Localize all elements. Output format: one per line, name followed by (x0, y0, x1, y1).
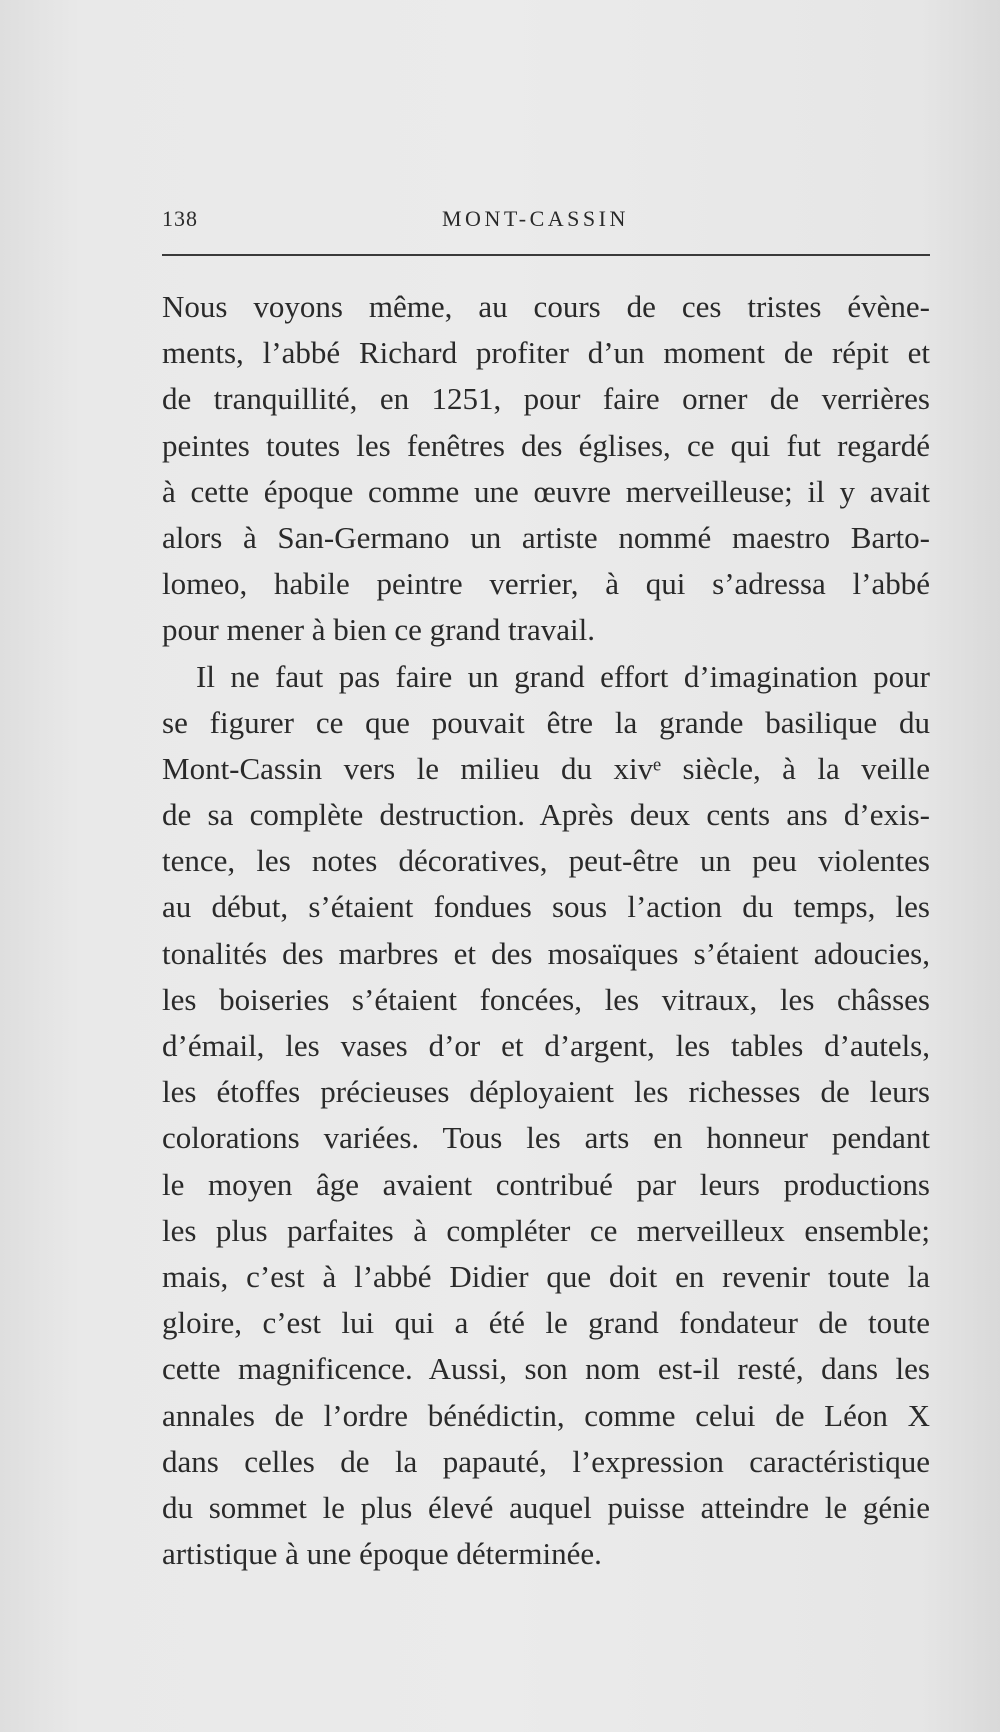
text-line: artistique à une époque déterminée. (162, 1536, 602, 1572)
text-line: le moyen âge avaient contribué par leurs productions (162, 1166, 930, 1202)
text-line: d’émail, les vases d’or et d’argent, les tables d’autels, (162, 1028, 930, 1063)
text-line: gloire, c’est lui qui a été le grand fondateur de toute (162, 1305, 930, 1341)
text-line: au début, s’étaient fondues sous l’action du temps, les (162, 889, 930, 925)
text-line: ments, l’abbé Richard profiter d’un moment de répit et (162, 335, 930, 371)
text-line: tonalités des marbres et des mosaïques s’étaient adoucies, (162, 935, 930, 971)
header-rule (162, 254, 930, 256)
text-line: colorations variées. Tous les arts en honneur pendant (162, 1120, 930, 1156)
text-line: Il ne faut pas faire un grand effort d’imagination pour (196, 658, 930, 694)
text-line: de tranquillité, en 1251, pour faire orner de verrières (162, 381, 930, 417)
paragraph-1 (162, 284, 930, 654)
running-title: MONT-CASSIN (442, 206, 629, 231)
text-line: tence, les notes décoratives, peut-être un peu violentes (162, 843, 930, 879)
text-line: pour mener à bien ce grand travail. (162, 612, 595, 648)
text-line: lomeo, habile peintre verrier, à qui s’adressa l’abbé (162, 566, 930, 602)
body-text (162, 284, 930, 1577)
page-header (162, 200, 930, 240)
text-line: annales de l’ordre bénédictin, comme celui de Léon X (162, 1397, 930, 1433)
text-line: de sa complète destruction. Après deux cents ans d’exis- (162, 797, 930, 833)
text-line: du sommet le plus élevé auquel puisse atteindre le génie (162, 1489, 930, 1525)
page-number: 138 (162, 206, 198, 231)
text-line: Nous voyons même, au cours de ces tristes évène- (162, 289, 930, 324)
text-line: dans celles de la papauté, l’expression caractéristique (162, 1443, 930, 1479)
text-line: cette magnificence. Aussi, son nom est-il resté, dans les (162, 1351, 930, 1387)
text-line: à cette époque comme une œuvre merveilleuse; il y avait (162, 473, 930, 509)
text-line: les boiseries s’étaient foncées, les vitraux, les châsses (162, 981, 930, 1017)
paragraph-2 (162, 654, 930, 1578)
text-line: peintes toutes les fenêtres des églises, ce qui fut regardé (162, 427, 930, 463)
text-line: se figurer ce que pouvait être la grande basilique du (162, 704, 930, 740)
text-line: les plus parfaites à compléter ce merveilleux ensemble; (162, 1212, 930, 1248)
text-line: alors à San-Germano un artiste nommé maestro Barto- (162, 519, 930, 555)
text-line: mais, c’est à l’abbé Didier que doit en revenir toute la (162, 1258, 930, 1294)
text-line: Mont-Cassin vers le milieu du xivᵉ siècle, à la veille (162, 750, 930, 786)
text-line: les étoffes précieuses déployaient les richesses de leurs (162, 1074, 930, 1110)
